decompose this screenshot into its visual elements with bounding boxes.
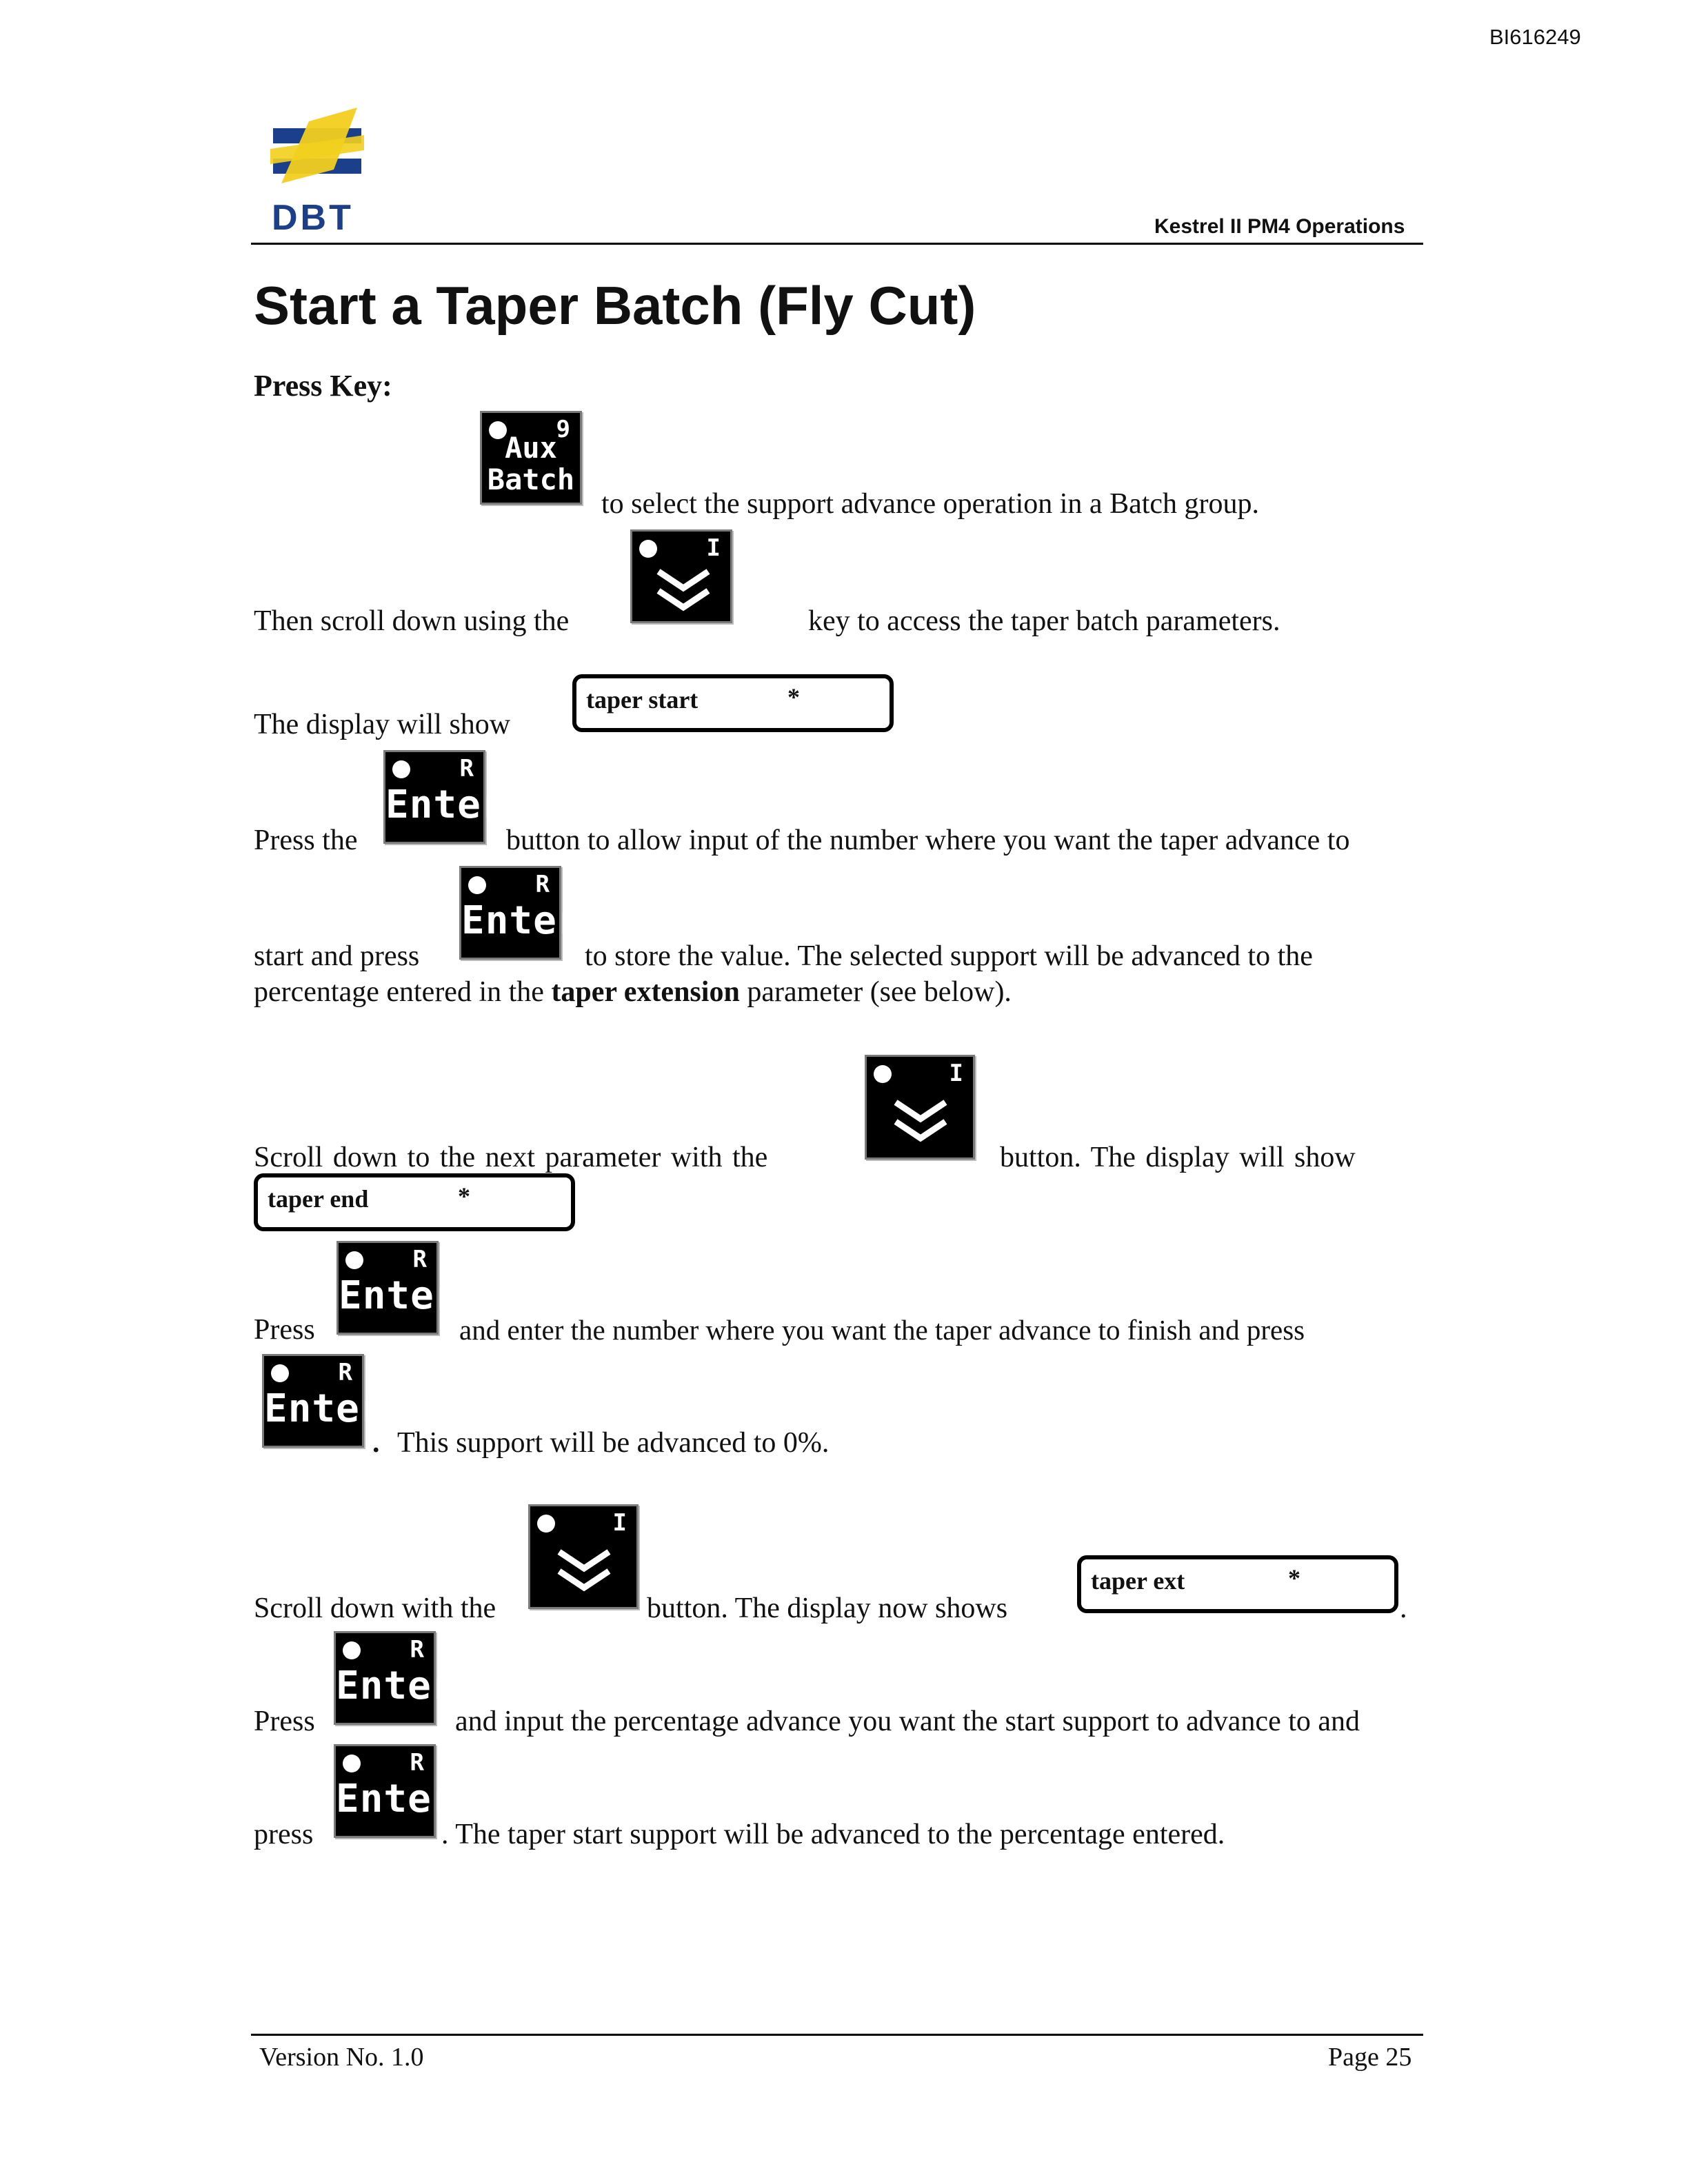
enter-key-icon: R Enter <box>262 1354 364 1448</box>
step6-text-post: button. The display will show <box>1000 1142 1356 1173</box>
step5-line2-b: parameter (see below). <box>747 976 1012 1008</box>
lcd-display-taper-ext: taper ext * <box>1077 1555 1398 1613</box>
footer-page-number: Page 25 <box>1328 2043 1412 2072</box>
step2-text-pre: Then scroll down using the <box>254 605 570 637</box>
step7-text-post: and enter the number where you want the taper advance to finish and press <box>459 1314 1305 1346</box>
enter-key-icon: R Enter <box>383 750 485 844</box>
step9-text-end: . <box>1400 1593 1407 1624</box>
step9-text-mid: button. The display now shows <box>647 1593 1008 1624</box>
step10-text-pre: Press <box>254 1706 315 1737</box>
enter-key-icon: R Enter <box>334 1744 436 1838</box>
step5-line2-a: percentage entered in the <box>254 976 544 1008</box>
footer-version: Version No. 1.0 <box>259 2043 424 2072</box>
document-id: BI616249 <box>1489 25 1581 49</box>
double-chevron-down-icon <box>653 566 714 614</box>
step9-text-pre: Scroll down with the <box>254 1593 496 1624</box>
step11-text-post: . The taper start support will be advanced to the percentage entered. <box>441 1819 1225 1850</box>
step1-text: to select the support advance operation in a Batch group. <box>601 488 1260 520</box>
lcd-display-taper-start: taper start * <box>572 674 894 732</box>
dbt-logo-mark-icon <box>268 108 371 197</box>
page-title: Start a Taper Batch (Fly Cut) <box>254 275 976 336</box>
logo-text: DBT <box>272 198 354 238</box>
lcd-display-taper-end: taper end * <box>254 1173 575 1231</box>
press-key-label: Press Key: <box>254 369 392 403</box>
double-chevron-down-icon <box>890 1097 951 1145</box>
step7-text-pre: Press <box>254 1314 315 1346</box>
step11-text-pre: press <box>254 1819 314 1850</box>
step5-text-pre: start and press <box>254 940 420 972</box>
step5-line2 <box>254 975 1012 1009</box>
step8-dot: . <box>372 1427 380 1459</box>
header-title: Kestrel II PM4 Operations <box>1154 215 1405 238</box>
scroll-down-key-icon: I <box>528 1504 639 1609</box>
scroll-down-key-icon: I <box>630 529 732 623</box>
header-rule <box>251 243 1423 245</box>
step4-text-pre: Press the <box>254 825 358 856</box>
step2-text-post: key to access the taper batch parameters. <box>808 605 1280 637</box>
step4-text-post: button to allow input of the number where you want the taper advance to <box>506 825 1350 856</box>
step5-text-post: to store the value. The selected support will be advanced to the <box>585 940 1313 972</box>
footer-rule <box>251 2034 1423 2036</box>
scroll-down-key-icon: I <box>865 1055 975 1160</box>
aux-batch-key-icon: 9 Aux Batch <box>480 411 582 505</box>
double-chevron-down-icon <box>554 1546 614 1595</box>
step10-text-post: and input the percentage advance you want the start support to advance to and <box>455 1706 1360 1737</box>
step6-text-pre: Scroll down to the next parameter with the <box>254 1142 768 1173</box>
enter-key-icon: R Enter <box>334 1631 436 1725</box>
enter-key-icon: R Enter <box>336 1241 439 1335</box>
taper-extension-term: taper extension <box>551 976 740 1008</box>
step8-text: This support will be advanced to 0%. <box>397 1427 830 1459</box>
step3-text: The display will show <box>254 709 511 740</box>
enter-key-icon: R Enter <box>459 866 561 960</box>
dbt-logo <box>268 108 371 239</box>
